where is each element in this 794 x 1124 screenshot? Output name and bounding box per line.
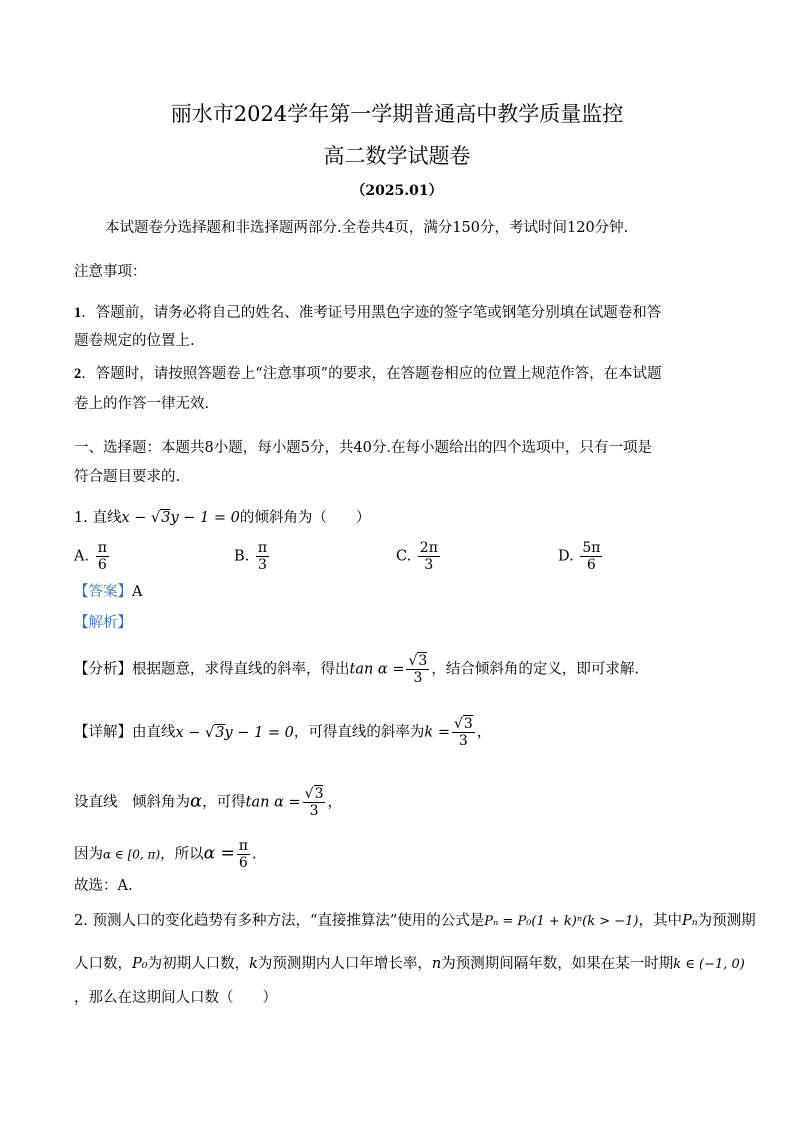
q2-line1-mid: ，其中 (638, 913, 682, 929)
detail-k: k = (424, 724, 450, 741)
set-num-arg: 3 (314, 786, 324, 802)
q2-formula: Pₙ = P₀(1 + k)ⁿ(k > −1) (484, 914, 639, 929)
set-alpha: α (190, 790, 203, 812)
because-line (74, 838, 257, 871)
option-b-label: B. (234, 548, 250, 565)
detail-eq-lhs: x − (175, 724, 206, 741)
q2-line1-pre: 2. 预测人口的变化趋势有多种方法，“直接推算法”使用的公式是 (74, 913, 485, 929)
because-end: . (251, 846, 257, 863)
detail-equation (176, 725, 294, 741)
option-a-fraction (96, 540, 109, 573)
option-b-fraction (256, 540, 269, 573)
answer-tag: 【答案】 (74, 584, 132, 600)
fenxi-fraction (406, 653, 429, 686)
option-d-label: D. (558, 548, 574, 565)
detail-den: 3 (458, 733, 468, 749)
detail-pre: 由直线 (132, 724, 176, 741)
fenxi-post: ，结合倾斜角的定义，即可求解. (431, 661, 639, 678)
option-b (234, 540, 271, 573)
because-num: π (238, 838, 248, 854)
option-a-label: A. (74, 548, 90, 565)
q1-suffix: 的倾斜角为（ ） (239, 510, 371, 526)
set-tan: tan α = (245, 794, 301, 811)
detail-tag: 【详解】 (74, 724, 132, 741)
intro-text: 本试题卷分选择题和非选择题两部分.全卷共4页，满分150分，考试时间120分钟. (105, 220, 629, 236)
set-mid: ，可得 (202, 794, 246, 811)
note-1-text: ．答题前，请务必将自己的姓名、准考证号用黑色字迹的签字笔或钢笔分别填在试题卷和答 (81, 305, 662, 321)
because-den: 6 (238, 855, 248, 871)
note-2-number: 2 (74, 366, 82, 382)
section-heading-line-2: 符合题目要求的. (74, 469, 181, 485)
q1-equation (121, 510, 239, 526)
analysis-line (74, 653, 639, 686)
question-1 (74, 508, 370, 528)
q2-line1-post: 为预测期 (697, 913, 756, 929)
notes-heading: 注意事项： (74, 264, 147, 280)
option-c-label: C. (396, 548, 412, 565)
note-2-line-1 (74, 364, 662, 384)
because-eq: α = (203, 843, 235, 864)
note-2-line-2: 卷上的作答一律无效. (74, 396, 210, 412)
because-mid: ，所以 (160, 846, 204, 863)
q2-line2-b: 为预测期内人口年增长率， (257, 956, 432, 972)
option-c-fraction (418, 540, 440, 573)
set-line (74, 786, 342, 819)
detail-post: ， (476, 724, 492, 741)
option-d-num: 5π (582, 540, 601, 556)
set-pre: 设直线 倾斜角为 (74, 794, 190, 811)
option-b-den: 3 (258, 557, 267, 573)
q2-line2-a: 为初期人口数， (147, 956, 250, 972)
detail-num-arg: 3 (463, 716, 473, 732)
option-b-num: π (257, 540, 268, 556)
set-den: 3 (309, 803, 319, 819)
q2-krange: k ∈ (−1, 0) (673, 957, 745, 972)
set-fraction (303, 786, 326, 819)
note-2-text: ．答题时，请按照答题卷上“注意事项”的要求，在答题卷相应的位置上规范作答，在本试题 (81, 366, 662, 382)
note-1-line-2: 题卷规定的位置上. (74, 333, 195, 349)
because-pre: 因为 (74, 846, 103, 863)
fenxi-sqrt-arg: 3 (418, 653, 428, 669)
sqrt-symbol: √3 (151, 510, 171, 526)
detail-sqrt-arg: 3 (215, 724, 225, 741)
page-title: 丽水市2024学年第一学期普通高中教学质量监控 (170, 102, 624, 126)
analysis-tag: 【解析】 (74, 615, 132, 631)
option-d-den: 6 (586, 557, 596, 573)
choose-line: 故选：A. (74, 878, 133, 894)
q1-prefix: 1. 直线 (74, 510, 122, 526)
fenxi-tag: 【分析】 (74, 661, 132, 678)
because-range: α ∈ [0, π) (103, 847, 161, 862)
q1-sqrt-arg: 3 (161, 510, 171, 526)
option-c (396, 540, 442, 573)
q2-line2-pre: 人口数， (74, 956, 132, 972)
option-d (558, 540, 604, 573)
answer-line (74, 582, 142, 602)
q2-p0: P₀ (132, 956, 148, 972)
answer-value: A (132, 584, 143, 600)
because-fraction (237, 838, 250, 871)
option-a (74, 540, 111, 573)
section-heading-line-1: 一、选择题：本题共8小题，每小题5分，共40分.在每小题给出的四个选项中，只有一项是 (74, 440, 653, 456)
fenxi-pre: 根据题意，求得直线的斜率，得出 (132, 661, 350, 678)
option-a-den: 6 (97, 557, 107, 573)
exam-date: （2025.01） (351, 183, 443, 199)
detail-eq-rest: y − 1 = 0 (224, 724, 294, 741)
set-num: √3 (304, 786, 324, 802)
detail-mid: ，可得直线的斜率为 (293, 724, 425, 741)
detail-sqrt: √3 (205, 724, 225, 741)
option-d-fraction (580, 540, 602, 573)
question-2-line-1 (74, 911, 756, 932)
q2-line2-c: 为预测期间隔年数，如果在某一时期 (441, 956, 674, 972)
question-2-line-3: ，那么在这期间人口数（ ） (74, 990, 277, 1006)
detail-num: √3 (453, 716, 473, 732)
q2-pn: Pₙ (681, 913, 698, 929)
fenxi-num: √3 (408, 653, 428, 669)
q1-eq-rest: y − 1 = 0 (170, 510, 240, 526)
option-a-num: π (97, 540, 107, 556)
set-post: ， (327, 794, 342, 811)
detail-line (74, 716, 491, 749)
question-2-line-2 (74, 954, 745, 975)
option-c-den: 3 (424, 557, 434, 573)
option-c-num: 2π (419, 540, 438, 556)
fenxi-den: 3 (413, 670, 423, 686)
note-1-line-1 (74, 303, 661, 323)
page-subtitle: 高二数学试题卷 (323, 144, 471, 168)
q1-eq-lhs: x − (121, 510, 151, 526)
detail-fraction (452, 716, 475, 749)
q2-n: n (431, 956, 442, 972)
q2-k: k (249, 956, 258, 972)
note-1-number: 1 (74, 305, 82, 321)
fenxi-tan: tan α = (349, 661, 405, 678)
